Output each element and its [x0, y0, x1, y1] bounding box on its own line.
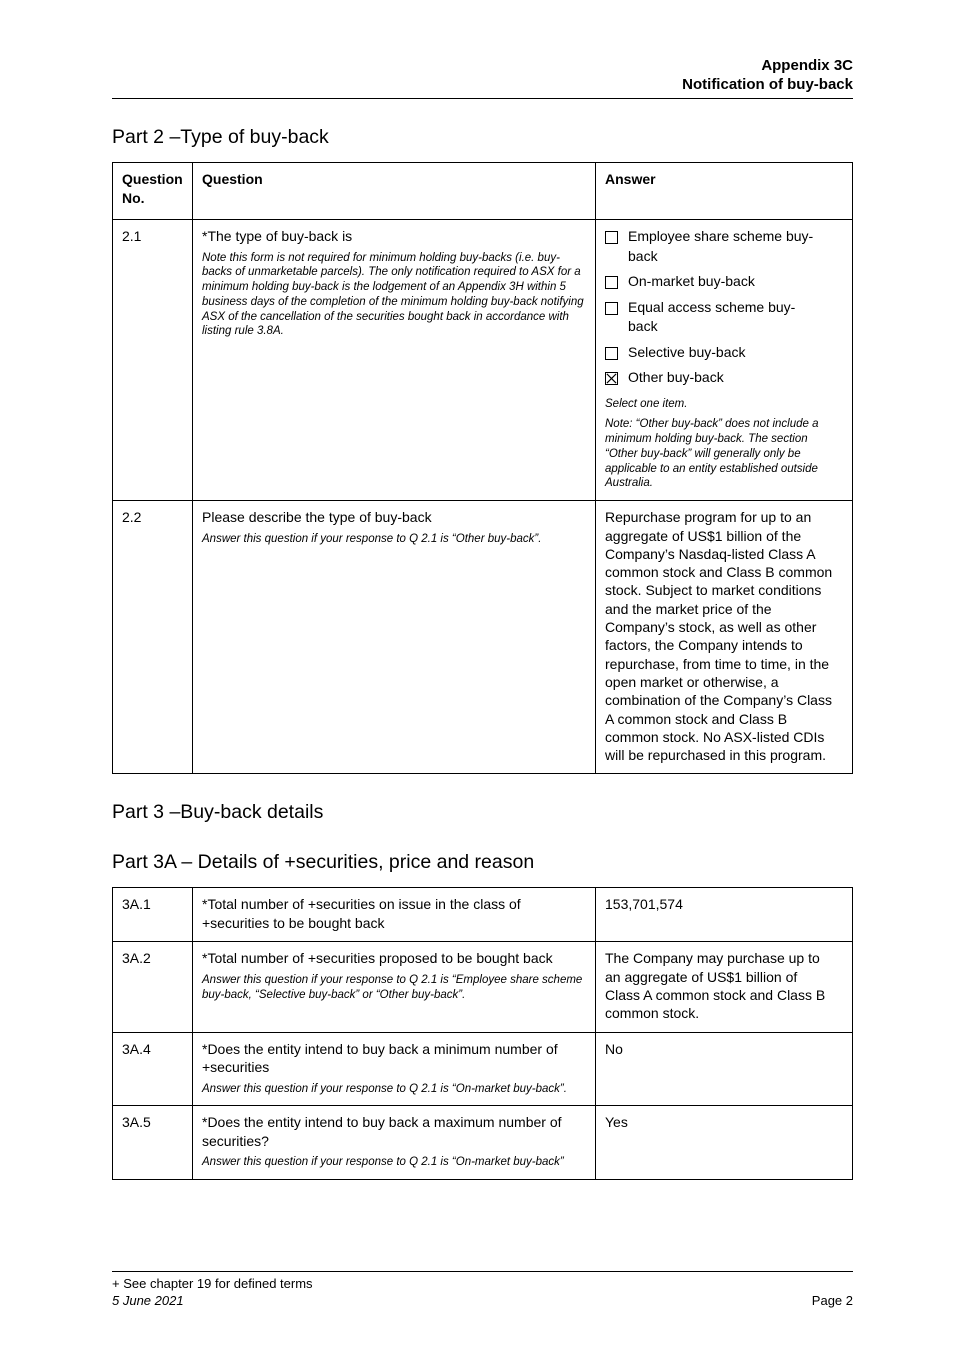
x-mark-icon: [606, 373, 617, 384]
answer-cell-2-1: [596, 220, 853, 501]
checkbox-icon: [605, 347, 618, 360]
answer-text-3a-2: The Company may purchase up to an aggregate of US$1 billion of Class A common stock and Class B common stock.: [605, 950, 826, 1022]
answer-cell-3a-2: [596, 942, 853, 1032]
answer-note-2-1: Note: “Other buy-back” does not include a minimum holding buy-back. The section “Other buy-back” will generally only be applicable to an entity established outside Australia.: [605, 418, 819, 490]
question-no-3a-2: 3A.2: [113, 942, 193, 1032]
answer-cell-2-2: [596, 501, 853, 774]
question-no-3a-4: 3A.4: [113, 1032, 193, 1106]
question-cell-3a-1: [193, 888, 596, 942]
table-row-2-1: [113, 220, 853, 501]
checkbox-option[interactable]: [605, 343, 839, 363]
answer-text-3a-1: 153,701,574: [605, 896, 683, 913]
checkbox-icon: [605, 372, 618, 385]
question-text-2-2: Please describe the type of buy-back: [202, 509, 432, 526]
checkbox-label: Employee share scheme buy-back: [628, 228, 814, 264]
checkbox-option[interactable]: [605, 298, 839, 337]
table-row-2-2: [113, 501, 853, 774]
answer-cell-3a-1: [596, 888, 853, 942]
checkbox-icon: [605, 302, 618, 315]
column-header-answer: Answer: [596, 163, 853, 220]
part2-heading: Part 2 –Type of buy-back: [112, 126, 329, 148]
part3a-table: [112, 887, 853, 1180]
question-text-3a-2: *Total number of +securities proposed to be bought back: [202, 950, 553, 967]
page-header-form-title: Notification of buy-back: [682, 76, 853, 93]
question-cell-3a-4: [193, 1032, 596, 1106]
column-header-question-no: Question No.: [113, 163, 193, 220]
table-row-3a-1: [113, 888, 853, 942]
part3a-heading: Part 3A – Details of +securities, price and reason: [112, 851, 535, 874]
checkbox-option[interactable]: [605, 227, 839, 266]
table-row-3a-4: [113, 1032, 853, 1106]
table-row-3a-2: [113, 942, 853, 1032]
answer-cell-3a-4: [596, 1032, 853, 1106]
question-text-2-1: *The type of buy-back is: [202, 228, 353, 244]
question-text-3a-1: *Total number of +securities on issue in the class of +securities to be bought back: [202, 896, 521, 931]
checkbox-label: Equal access scheme buy-back: [628, 298, 796, 334]
question-cell-3a-5: [193, 1106, 596, 1180]
question-note-3a-4: Answer this question if your response to Q 2.1 is “On-market buy-back”.: [202, 1082, 567, 1095]
checkbox-icon: [605, 276, 618, 289]
checkbox-label: Selective buy-back: [628, 343, 746, 360]
question-cell-3a-2: [193, 942, 596, 1032]
footer-divider: [112, 1271, 853, 1272]
buyback-type-options: [605, 227, 839, 388]
page-footer: [112, 1271, 853, 1309]
footer-defined-terms: + See chapter 19 for defined terms: [112, 1276, 313, 1291]
question-no-3a-1: 3A.1: [113, 888, 193, 942]
question-note-3a-2: Answer this question if your response to Q 2.1 is “Employee share scheme buy-back, “Selective buy-back” or “Other buy-back”.: [202, 973, 583, 1001]
page-header: [112, 0, 853, 94]
question-no-2-2: 2.2: [113, 501, 193, 774]
answer-text-3a-5: Yes: [605, 1114, 628, 1131]
question-no-3a-5: 3A.5: [113, 1106, 193, 1180]
checkbox-option[interactable]: [605, 272, 839, 292]
part2-table: [112, 162, 853, 774]
question-text-3a-5: *Does the entity intend to buy back a maximum number of securities?: [202, 1114, 562, 1149]
checkbox-icon: [605, 231, 618, 244]
checkbox-label: On-market buy-back: [628, 273, 755, 289]
footer-page-number: Page 2: [811, 1292, 853, 1308]
question-note-2-1: Note this form is not required for minimum holding buy-backs (i.e. buy-backs of unmarketable parcels). The only notification required to ASX for a minimum holding buy-back is the lodgement of an Appendix 3H within 5 business days of the completion of the minimum holding buy-back notifying ASX of the cancellation of the securities bought back in accordance with listing rule 3.8A.: [202, 251, 584, 338]
question-cell-2-2: [193, 501, 596, 774]
header-divider: [112, 98, 853, 99]
question-cell-2-1: [193, 220, 596, 501]
question-note-3a-5: Answer this question if your response to Q 2.1 is “On-market buy-back”: [202, 1156, 564, 1169]
footer-date: 5 June 2021: [112, 1292, 184, 1308]
table-row-3a-5: [113, 1106, 853, 1180]
part3-heading: Part 3 –Buy-back details: [112, 801, 324, 824]
page-header-appendix: Appendix 3C: [761, 57, 853, 74]
answer-text-3a-4: No: [605, 1040, 623, 1057]
checkbox-option[interactable]: [605, 368, 839, 388]
column-header-question: Question: [193, 163, 596, 220]
answer-text-2-2: Repurchase program for up to an aggregate of US$1 billion of the Company’s Nasdaq-listed Class A common stock and Class B common stock. Subject to market conditions and the market price of the Company’s stock, as well as other factors, the Company intends to repurchase, from time to time, in the open market or otherwise, a combination of the Company’s Class A common stock and Class B common stock. No ASX-listed CDIs will be repurchased in this program.: [605, 509, 833, 764]
question-text-3a-4: *Does the entity intend to buy back a minimum number of +securities: [202, 1040, 558, 1076]
question-no-2-1: 2.1: [113, 220, 193, 501]
question-note-2-2: Answer this question if your response to Q 2.1 is “Other buy-back”.: [202, 532, 542, 545]
part2-table-header-row: [113, 163, 853, 220]
checkbox-label: Other buy-back: [628, 369, 724, 385]
answer-cell-3a-5: [596, 1106, 853, 1180]
select-one-hint: Select one item.: [605, 397, 688, 410]
